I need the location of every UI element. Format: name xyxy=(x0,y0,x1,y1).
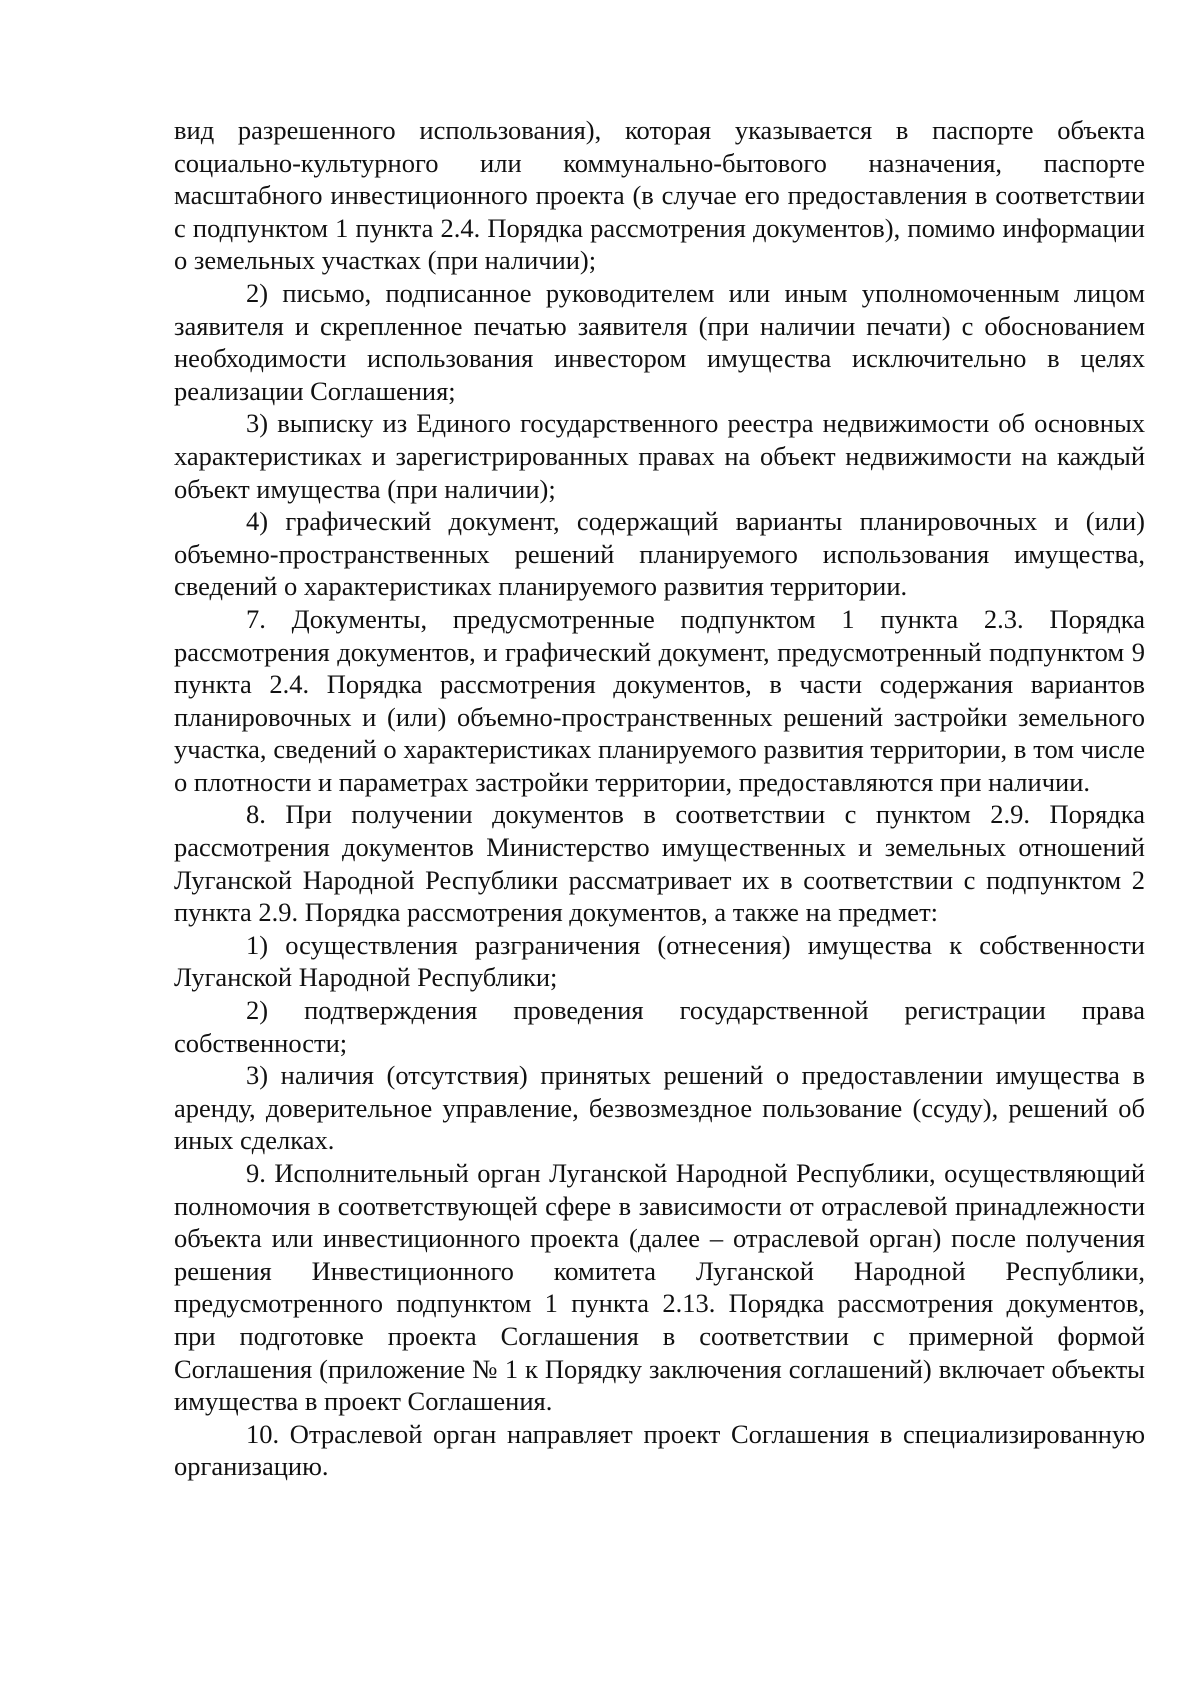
paragraph-item-2-letter: 2) письмо, подписанное руководителем или иным уполномоченным лицом заявителя и скрепленное печатью заявителя (при наличии печати) с обоснованием необходимости использования инвестором имущества исключительно в целях реализации Соглашения; xyxy=(174,277,1145,406)
paragraph-clause-8-item-3: 3) наличия (отсутствия) принятых решений о предоставлении имущества в аренду, доверительное управление, безвозмездное пользование (ссуду), решений об иных сделках. xyxy=(174,1060,1145,1156)
paragraph-clause-10: 10. Отраслевой орган направляет проект Соглашения в специализированную организацию. xyxy=(174,1418,1145,1482)
paragraph-item-4-graphic-document: 4) графический документ, содержащий варианты планировочных и (или) объемно-пространственных решений планируемого использования имущества, сведений о характеристиках планируемого развития территории. xyxy=(174,506,1145,602)
paragraph-continuation: вид разрешенного использования), которая указывается в паспорте объекта социально-культурного или коммунально-бытового назначения, паспорте масштабного инвестиционного проекта (в случае его предоставления в соответствии с подпунктом 1 пункта 2.4. Порядка рассмотрения документов), помимо информации о земельных участках (при наличии); xyxy=(174,115,1145,276)
paragraph-clause-8: 8. При получении документов в соответствии с пунктом 2.9. Порядка рассмотрения документов Министерство имущественных и земельных отношений Луганской Народной Республики рассматривает их в соответствии с подпунктом 2 пункта 2.9. Порядка рассмотрения документов, а также на предмет: xyxy=(174,799,1145,928)
paragraph-item-3-extract: 3) выписку из Единого государственного реестра недвижимости об основных характеристиках и зарегистрированных правах на объект недвижимости на каждый объект имущества (при наличии); xyxy=(174,408,1145,504)
paragraph-clause-8-item-1: 1) осуществления разграничения (отнесения) имущества к собственности Луганской Народной Республики; xyxy=(174,929,1145,993)
paragraph-clause-8-item-2: 2) подтверждения проведения государственной регистрации права собственности; xyxy=(174,995,1145,1058)
paragraph-clause-9: 9. Исполнительный орган Луганской Народной Республики, осуществляющий полномочия в соответствующей сфере в зависимости от отраслевой принадлежности объекта или инвестиционного проекта (далее – отраслевой орган) после получения решения Инвестиционного комитета Луганской Народной Республики, предусмотренного подпунктом 1 пункта 2.13. Порядка рассмотрения документов, при подготовке проекта Соглашения в соответствии с примерной формой Соглашения (приложение № 1 к Порядку заключения соглашений) включает объекты имущества в проект Соглашения. xyxy=(174,1158,1145,1417)
paragraph-clause-7: 7. Документы, предусмотренные подпунктом 1 пункта 2.3. Порядка рассмотрения документов, и графический документ, предусмотренный подпунктом 9 пункта 2.4. Порядка рассмотрения документов, в части содержания вариантов планировочных и (или) объемно-пространственных решений застройки земельного участка, сведений о характеристиках планируемого развития территории, в том числе о плотности и параметрах застройки территории, предоставляются при наличии. xyxy=(174,603,1145,797)
document-body xyxy=(174,114,1145,1483)
